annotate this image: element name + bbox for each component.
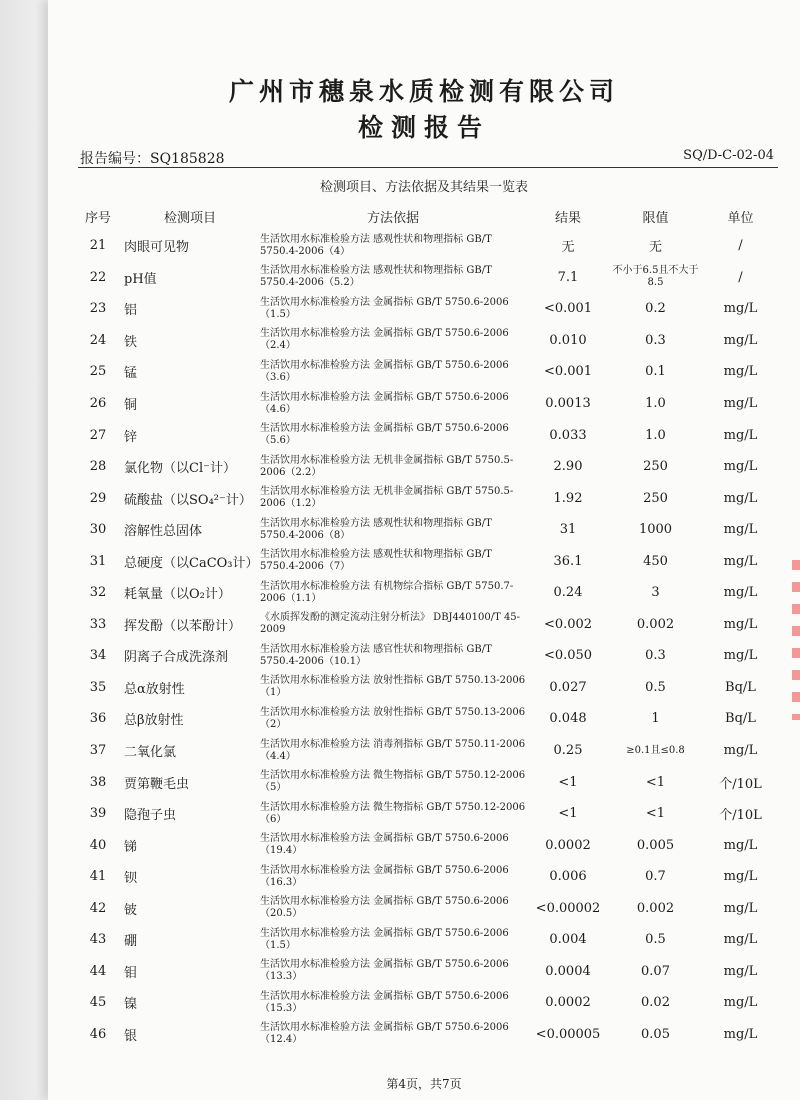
row-number: 21 <box>89 238 107 254</box>
limit-value: 0.07 <box>641 963 670 979</box>
test-item: 耗氧量（以O₂计） <box>124 587 231 603</box>
table-row <box>78 672 778 704</box>
test-item: 肉眼可见物 <box>124 240 190 256</box>
method-basis: 生活饮用水标准检验方法 感观性状和物理指标 GB/T 5750.4-2006（7） <box>260 549 492 573</box>
test-item: 铍 <box>124 902 138 918</box>
test-item: 阴离子合成洗涤剂 <box>124 650 229 666</box>
row-number: 44 <box>89 963 107 979</box>
method-basis: 生活饮用水标准检验方法 感观性状和物理指标 GB/T 5750.4-2006（4） <box>260 233 492 257</box>
method-basis: 生活饮用水标准检验方法 微生物指标 GB/T 5750.12-2006（6） <box>260 801 526 825</box>
row-number: 45 <box>89 995 107 1011</box>
method-basis: 生活饮用水标准检验方法 金属指标 GB/T 5750.6-2006（13.3） <box>260 959 509 983</box>
test-result: 0.0004 <box>545 963 591 979</box>
method-basis: 生活饮用水标准检验方法 消毒剂指标 GB/T 5750.11-2006（4.4） <box>260 738 526 762</box>
test-result: 0.027 <box>549 679 587 695</box>
unit: mg/L <box>723 932 758 948</box>
test-result: 0.0002 <box>545 837 591 853</box>
row-number: 32 <box>89 585 107 601</box>
row-number: 28 <box>89 459 107 475</box>
header-unit: 单位 <box>727 210 754 226</box>
test-item: 贾第鞭毛虫 <box>124 776 190 792</box>
table-row <box>78 640 778 672</box>
table-row <box>78 325 778 357</box>
limit-value: 0.7 <box>645 869 666 885</box>
table-row <box>78 892 778 924</box>
underlying-page-edge <box>0 0 48 1100</box>
test-item: 镍 <box>124 997 138 1013</box>
limit-value: ≥0.1且≤0.8 <box>626 744 685 756</box>
test-result: 0.24 <box>553 585 583 601</box>
row-number: 23 <box>89 301 107 317</box>
test-item: 钡 <box>124 871 138 887</box>
table-row <box>78 924 778 956</box>
unit: 个/10L <box>719 776 762 792</box>
limit-value: 0.5 <box>645 679 666 695</box>
row-number: 29 <box>89 490 107 506</box>
unit: mg/L <box>723 995 758 1011</box>
row-number: 41 <box>89 869 107 885</box>
unit: mg/L <box>723 616 758 632</box>
test-result: 0.010 <box>549 332 587 348</box>
method-basis: 生活饮用水标准检验方法 金属指标 GB/T 5750.6-2006（12.4） <box>260 1022 509 1046</box>
limit-value: 0.1 <box>645 364 666 380</box>
table-row <box>78 609 778 641</box>
method-basis: 生活饮用水标准检验方法 金属指标 GB/T 5750.6-2006（20.5） <box>260 896 509 920</box>
header-result: 结果 <box>554 210 581 226</box>
method-basis: 生活饮用水标准检验方法 微生物指标 GB/T 5750.12-2006（5） <box>260 770 526 794</box>
method-basis: 生活饮用水标准检验方法 金属指标 GB/T 5750.6-2006（2.4） <box>260 328 509 352</box>
unit: mg/L <box>723 396 758 411</box>
test-item: 锌 <box>124 429 138 445</box>
row-number: 35 <box>89 679 107 695</box>
limit-value: 450 <box>643 553 668 569</box>
unit: mg/L <box>723 743 758 759</box>
unit: mg/L <box>723 522 758 538</box>
test-item: 溶解性总固体 <box>124 524 203 540</box>
unit: mg/L <box>723 837 758 853</box>
test-item: 硫酸盐（以SO₄²⁻计） <box>124 492 252 508</box>
test-item: 铁 <box>124 334 138 350</box>
limit-value: 0.5 <box>645 932 666 948</box>
test-result: 0.006 <box>549 869 587 885</box>
row-number: 26 <box>89 396 107 411</box>
row-number: 33 <box>89 616 107 632</box>
limit-value: 0.02 <box>641 995 670 1011</box>
method-basis: 生活饮用水标准检验方法 放射性指标 GB/T 5750.13-2006（2） <box>260 706 526 730</box>
test-result: 36.1 <box>553 553 583 569</box>
table-row <box>78 861 778 893</box>
method-basis: 《水质挥发酚的测定流动注射分析法》 DBJ440100/T 45-2009 <box>260 612 521 636</box>
limit-value: 0.05 <box>641 1026 670 1042</box>
unit: mg/L <box>723 332 758 348</box>
test-item: 挥发酚（以苯酚计） <box>124 618 242 634</box>
method-basis: 生活饮用水标准检验方法 感官性状和物理指标 GB/T 5750.4-2006（10.1） <box>260 643 492 667</box>
test-item: 二氧化氯 <box>124 745 177 761</box>
method-basis: 生活饮用水标准检验方法 放射性指标 GB/T 5750.13-2006（1） <box>260 675 526 699</box>
row-number: 39 <box>89 806 107 822</box>
limit-value: 不小于6.5且不大于8.5 <box>612 265 699 289</box>
test-item: 钼 <box>124 965 138 981</box>
test-result: 7.1 <box>557 269 579 285</box>
table-row <box>78 987 778 1019</box>
test-item: 总α放射性 <box>124 681 185 697</box>
method-basis: 生活饮用水标准检验方法 金属指标 GB/T 5750.6-2006（5.6） <box>260 423 509 447</box>
table-row <box>78 293 778 325</box>
row-number: 38 <box>89 774 107 790</box>
page-number: 第4页，共7页 <box>386 1077 462 1091</box>
unit: / <box>738 238 743 254</box>
table-subtitle: 检测项目、方法依据及其结果一览表 <box>319 180 528 195</box>
table-row <box>78 419 778 451</box>
test-result: <0.002 <box>543 616 593 632</box>
report-title: 检测报告 <box>357 113 490 142</box>
test-result: <0.00002 <box>535 900 601 916</box>
test-result: <1 <box>558 806 578 822</box>
table-row <box>78 829 778 861</box>
method-basis: 生活饮用水标准检验方法 金属指标 GB/T 5750.6-2006（19.4） <box>260 833 509 857</box>
unit: 个/10L <box>719 808 762 824</box>
table-row <box>78 1019 778 1051</box>
row-number: 36 <box>89 711 107 727</box>
method-basis: 生活饮用水标准检验方法 金属指标 GB/T 5750.6-2006（3.6） <box>260 359 509 383</box>
table-row <box>78 577 778 609</box>
limit-value: <1 <box>645 774 666 790</box>
method-basis: 生活饮用水标准检验方法 金属指标 GB/T 5750.6-2006（1.5） <box>260 296 509 320</box>
table-header <box>78 202 778 230</box>
unit: mg/L <box>723 1026 758 1042</box>
limit-value: 250 <box>643 459 668 475</box>
unit: / <box>738 269 743 285</box>
row-number: 31 <box>89 553 107 569</box>
test-item: 隐孢子虫 <box>124 808 177 824</box>
table-row <box>78 545 778 577</box>
table-row <box>78 388 778 420</box>
test-item: 总硬度（以CaCO₃计） <box>124 555 259 571</box>
test-result: 0.25 <box>553 743 583 759</box>
limit-value: 1.0 <box>645 427 666 443</box>
row-number: 27 <box>89 427 107 443</box>
red-stamp-edge <box>792 560 800 720</box>
limit-value: <1 <box>645 806 666 822</box>
form-code: SQ/D-C-02-04 <box>683 148 774 163</box>
test-item: pH值 <box>124 271 157 287</box>
limit-value: 0.3 <box>645 648 666 664</box>
unit: mg/L <box>723 490 758 506</box>
method-basis: 生活饮用水标准检验方法 感观性状和物理指标 GB/T 5750.4-2006（5.2） <box>260 265 492 289</box>
unit: mg/L <box>723 364 758 380</box>
unit: Bq/L <box>725 679 756 695</box>
test-item: 氯化物（以Cl⁻计） <box>124 461 236 477</box>
header-no: 序号 <box>84 210 111 226</box>
row-number: 46 <box>89 1026 107 1042</box>
row-number: 25 <box>89 364 107 380</box>
test-item: 总β放射性 <box>124 713 184 729</box>
row-number: 42 <box>89 900 107 916</box>
method-basis: 生活饮用水标准检验方法 无机非金属指标 GB/T 5750.5-2006（1.2） <box>260 486 514 510</box>
test-result: 0.033 <box>549 427 587 443</box>
test-result: 31 <box>559 522 577 538</box>
test-result: 2.90 <box>553 459 583 475</box>
row-number: 22 <box>89 269 107 285</box>
row-number: 34 <box>89 648 107 664</box>
limit-value: 1 <box>651 711 660 727</box>
method-basis: 生活饮用水标准检验方法 金属指标 GB/T 5750.6-2006（4.6） <box>260 391 509 415</box>
test-result: 0.004 <box>549 932 587 948</box>
method-basis: 生活饮用水标准检验方法 金属指标 GB/T 5750.6-2006（16.3） <box>260 864 509 888</box>
test-item: 银 <box>124 1028 138 1044</box>
method-basis: 生活饮用水标准检验方法 金属指标 GB/T 5750.6-2006（15.3） <box>260 990 509 1014</box>
limit-value: 1000 <box>638 522 673 538</box>
unit: mg/L <box>723 553 758 569</box>
unit: mg/L <box>723 301 758 317</box>
test-result: 0.0002 <box>545 995 591 1011</box>
test-result: <0.001 <box>543 364 593 380</box>
limit-value: 0.002 <box>636 900 675 916</box>
unit: mg/L <box>723 459 758 475</box>
test-result: 无 <box>561 240 575 256</box>
test-item: 硼 <box>124 934 138 950</box>
method-basis: 生活饮用水标准检验方法 金属指标 GB/T 5750.6-2006（1.5） <box>260 927 509 951</box>
table-row <box>78 766 778 798</box>
header-divider <box>78 167 778 168</box>
row-number: 37 <box>89 743 107 759</box>
test-result: 1.92 <box>553 490 583 506</box>
header-limit: 限值 <box>642 210 669 226</box>
test-result: 0.048 <box>549 711 587 727</box>
table-row <box>78 451 778 483</box>
test-item: 锰 <box>124 366 138 382</box>
test-result: <1 <box>558 774 578 790</box>
unit: mg/L <box>723 869 758 885</box>
header-item: 检测项目 <box>164 210 217 226</box>
test-result: 0.0013 <box>545 396 591 411</box>
table-row <box>78 703 778 735</box>
limit-value: 0.005 <box>636 837 675 853</box>
limit-value: 3 <box>651 585 660 601</box>
row-number: 24 <box>89 332 107 348</box>
method-basis: 生活饮用水标准检验方法 无机非金属指标 GB/T 5750.5-2006（2.2） <box>260 454 514 478</box>
unit: mg/L <box>723 427 758 443</box>
table-row <box>78 356 778 388</box>
header-method: 方法依据 <box>366 210 419 226</box>
row-number: 30 <box>89 522 107 538</box>
limit-value: 1.0 <box>645 396 666 411</box>
table-row <box>78 230 778 262</box>
test-result: <0.00005 <box>535 1026 601 1042</box>
row-number: 43 <box>89 932 107 948</box>
table-row <box>78 735 778 767</box>
limit-value: 0.002 <box>636 616 675 632</box>
limit-value: 0.2 <box>645 301 666 317</box>
method-basis: 生活饮用水标准检验方法 感观性状和物理指标 GB/T 5750.4-2006（8） <box>260 517 492 541</box>
method-basis: 生活饮用水标准检验方法 有机物综合指标 GB/T 5750.7-2006（1.1） <box>260 580 514 604</box>
unit: mg/L <box>723 648 758 664</box>
limit-value: 无 <box>648 240 662 256</box>
limit-value: 0.3 <box>645 332 666 348</box>
table-row <box>78 514 778 546</box>
table-row <box>78 956 778 988</box>
unit: mg/L <box>723 900 758 916</box>
limit-value: 250 <box>643 490 668 506</box>
unit: mg/L <box>723 585 758 601</box>
table-row <box>78 798 778 830</box>
unit: mg/L <box>723 963 758 979</box>
test-item: 铜 <box>124 398 138 413</box>
report-number: 报告编号：SQ185828 <box>80 151 225 167</box>
test-result: <0.050 <box>543 648 593 664</box>
table-body <box>78 230 778 1050</box>
table-row <box>78 262 778 294</box>
company-name: 广州市穗泉水质检测有限公司 <box>228 77 619 106</box>
table-row <box>78 482 778 514</box>
row-number: 40 <box>89 837 107 853</box>
test-result: <0.001 <box>543 301 593 317</box>
unit: Bq/L <box>725 711 756 727</box>
results-table <box>78 202 778 1050</box>
test-item: 铝 <box>124 303 138 319</box>
test-item: 锑 <box>124 839 138 855</box>
